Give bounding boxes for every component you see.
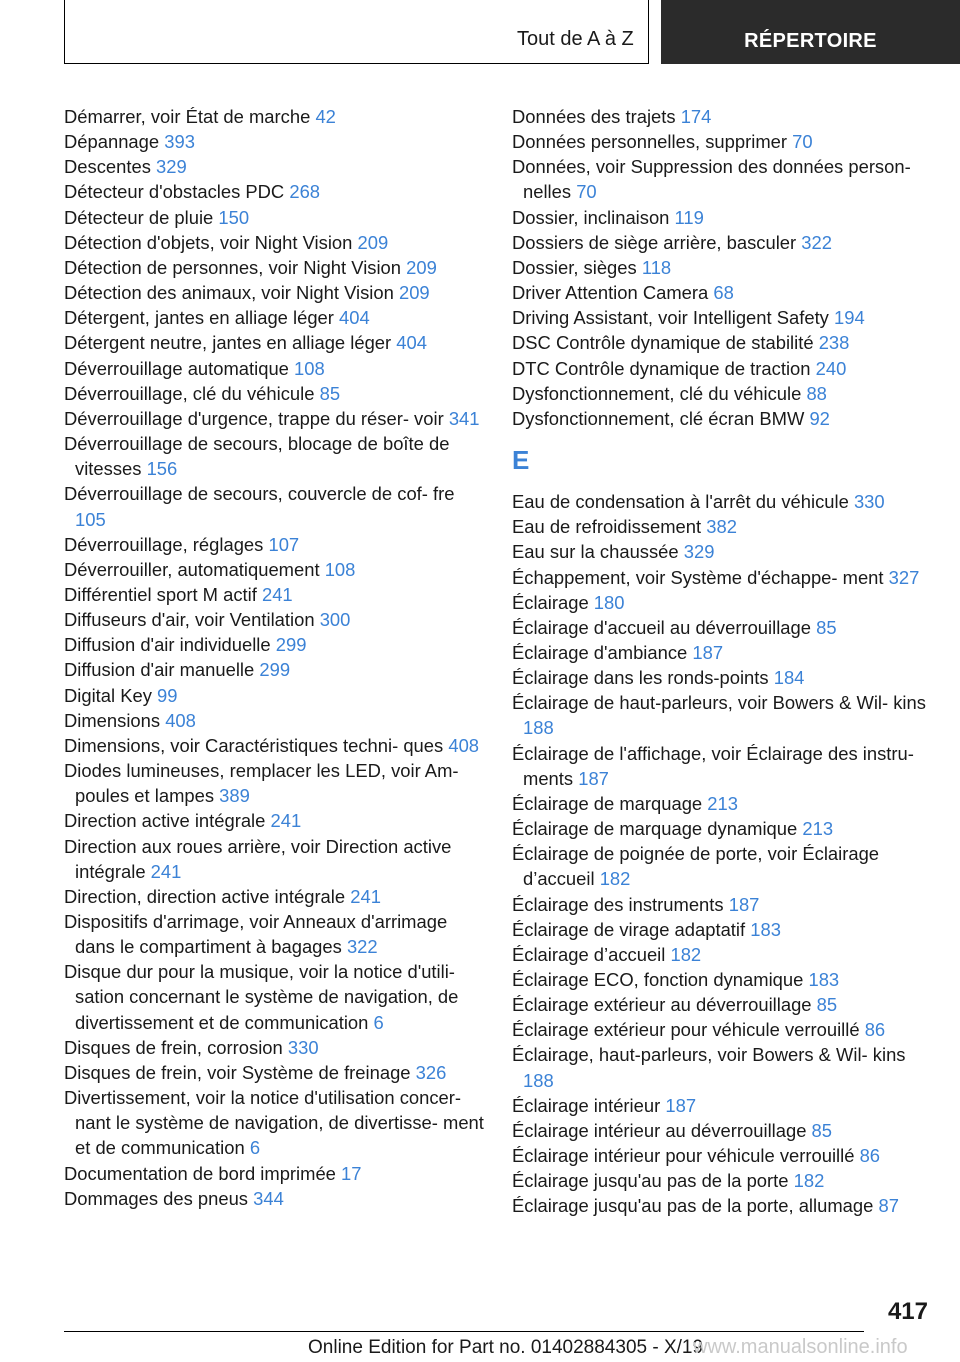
entry-text: Données, voir Suppression des données person‐ nelles (512, 156, 911, 203)
index-entry (64, 481, 484, 531)
index-entry (64, 1186, 484, 1211)
page-reference-link[interactable]: 108 (294, 357, 325, 379)
entry-text: Dimensions (64, 709, 161, 731)
entry-text: Descentes (64, 156, 151, 178)
page-reference-link[interactable]: 107 (268, 533, 300, 555)
page-reference-link[interactable]: 322 (346, 936, 378, 958)
index-entry (64, 230, 484, 255)
index-entry (512, 690, 932, 740)
entry-text: Déverrouillage, réglages (64, 533, 264, 555)
index-entry (512, 539, 932, 564)
entry-text: Déverrouillage automatique (64, 357, 289, 379)
footer-edition: Online Edition for Part no. 01402884305 - X/19 (308, 1337, 704, 1358)
page-reference-link[interactable]: 188 (523, 717, 554, 739)
page-reference-link[interactable]: 68 (713, 282, 734, 304)
entry-text: Éclairage intérieur pour véhicule verrouillé (512, 1145, 855, 1167)
index-entry (512, 1093, 932, 1118)
index-entry (512, 816, 932, 841)
page-reference-link[interactable]: 174 (680, 106, 712, 127)
page-reference-link[interactable]: 70 (792, 131, 813, 153)
tab-tout-de-a-a-z[interactable]: Tout de A à Z (517, 28, 634, 50)
index-entry (512, 1143, 932, 1168)
index-entry (64, 1161, 484, 1186)
index-entry (64, 582, 484, 607)
page-reference-link[interactable]: 183 (750, 918, 781, 940)
index-column-right (512, 104, 932, 1219)
entry-text: Dysfonctionnement, clé du véhicule (512, 382, 802, 404)
entry-text: Eau sur la chaussée (512, 541, 679, 563)
section-letter: E (512, 445, 530, 476)
page-reference-link[interactable]: 17 (341, 1162, 362, 1184)
page-reference-link[interactable]: 188 (523, 1069, 554, 1091)
entry-text: Déverrouillage, clé du véhicule (64, 382, 315, 404)
page-reference-link[interactable]: 180 (593, 591, 625, 613)
index-entry (64, 280, 484, 305)
index-entry (64, 406, 484, 431)
page-reference-link[interactable]: 86 (864, 1019, 886, 1041)
entry-text: Direction aux roues arrière, voir Direction active intégrale (64, 835, 452, 882)
index-entry (512, 381, 932, 406)
entry-text: Éclairage de poignée de porte, voir Éclairage d’accueil (512, 843, 880, 890)
entry-text: Documentation de bord imprimée (64, 1162, 336, 1184)
entry-text: Dommages des pneus (64, 1187, 249, 1209)
entry-text: Diodes lumineuses, remplacer les LED, voir Am‐ poules et lampes (64, 760, 459, 807)
page-reference-link[interactable]: 118 (641, 256, 672, 278)
index-entry (512, 205, 932, 230)
index-entry (512, 154, 932, 204)
index-entry (512, 1017, 932, 1042)
index-entry (512, 514, 932, 539)
entry-text: Détection de personnes, voir Night Vision (64, 256, 402, 278)
page-reference-link[interactable]: 92 (809, 407, 830, 429)
entry-text: Éclairage intérieur (512, 1094, 661, 1116)
index-entry (512, 741, 932, 791)
index-entry (512, 892, 932, 917)
entry-text: Direction, direction active intégrale (64, 885, 346, 907)
index-entry (512, 590, 932, 615)
page-reference-link[interactable]: 87 (878, 1195, 899, 1217)
entry-text: Déverrouillage d'urgence, trappe du réser‐ voir (64, 407, 444, 429)
index-entry (64, 959, 484, 1034)
page-reference-link[interactable]: 6 (249, 1137, 261, 1159)
index-entry (512, 565, 932, 590)
page-reference-link[interactable]: 85 (816, 616, 837, 638)
index-entry (64, 733, 484, 758)
entry-text: Éclairage (512, 591, 589, 613)
tab-repertoire[interactable]: RÉPERTOIRE (661, 0, 960, 64)
entry-text: Éclairage, haut-parleurs, voir Bowers & Wil‐ kins (512, 1044, 906, 1066)
entry-text: Détection d'objets, voir Night Vision (64, 231, 353, 253)
index-entry (64, 657, 484, 682)
page-reference-link[interactable]: 241 (261, 583, 293, 605)
page-reference-link[interactable]: 209 (357, 231, 389, 253)
index-entry (512, 992, 932, 1017)
index-entry (64, 1035, 484, 1060)
index-entry (512, 1193, 932, 1218)
entry-text: Dossier, sièges (512, 256, 637, 278)
entry-text: Disque dur pour la musique, voir la notice d'utili‐ sation concernant le système de navigation, de divertissement et de communication (64, 961, 459, 1033)
index-entry (64, 683, 484, 708)
entry-text: Éclairage de marquage (512, 792, 703, 814)
entry-text: Éclairage jusqu'au pas de la porte (512, 1170, 789, 1192)
index-entry (512, 1168, 932, 1193)
footer-divider (64, 1331, 864, 1332)
entry-text: Éclairage d’accueil (512, 943, 666, 965)
index-entry (64, 154, 484, 179)
index-entry (512, 967, 932, 992)
page-reference-link[interactable]: 241 (270, 810, 302, 832)
index-entry (512, 640, 932, 665)
page-reference-link[interactable]: 329 (683, 541, 715, 563)
entry-text: Données des trajets (512, 106, 676, 127)
index-entry (512, 305, 932, 330)
entry-text: Détergent, jantes en alliage léger (64, 307, 334, 329)
page-reference-link[interactable]: 85 (811, 1119, 833, 1141)
entry-text: Éclairage extérieur pour véhicule verrouillé (512, 1019, 860, 1041)
index-entry (512, 665, 932, 690)
index-entry (512, 615, 932, 640)
entry-text: Éclairage d'ambiance (512, 641, 688, 663)
page-reference-link[interactable]: 182 (670, 943, 702, 965)
index-entry (64, 330, 484, 355)
page-reference-link[interactable]: 209 (406, 256, 437, 278)
page-reference-link[interactable]: 404 (339, 307, 370, 329)
page-reference-link[interactable]: 389 (219, 785, 250, 807)
index-column-left (64, 104, 484, 1211)
page-reference-link[interactable]: 86 (859, 1145, 881, 1167)
entry-text: Déverrouillage de secours, blocage de boîte de vitesses (64, 433, 450, 480)
entry-text: Dispositifs d'arrimage, voir Anneaux d'arrimage dans le compartiment à bagages (64, 911, 448, 958)
entry-text: Dossier, inclinaison (512, 206, 670, 228)
index-entry (512, 1042, 932, 1092)
index-entry (64, 1085, 484, 1160)
index-entry (512, 104, 932, 129)
page-reference-link[interactable]: 156 (146, 458, 178, 480)
index-entry (64, 884, 484, 909)
page-reference-link[interactable]: 85 (319, 382, 341, 404)
entry-text: Driving Assistant, voir Intelligent Safety (512, 307, 829, 329)
entry-text: Eau de condensation à l'arrêt du véhicule (512, 491, 849, 513)
index-entry (512, 129, 932, 154)
entry-text: Éclairage de l'affichage, voir Éclairage des instru‐ ments (512, 742, 914, 789)
entry-text: DSC Contrôle dynamique de stabilité (512, 332, 814, 354)
page-reference-link[interactable]: 85 (816, 994, 838, 1016)
index-entry (64, 431, 484, 481)
entry-text: Éclairage de haut-parleurs, voir Bowers & Wil‐ kins (512, 692, 926, 714)
entry-text: Éclairage de virage adaptatif (512, 918, 746, 940)
entry-text: Détecteur d'obstacles PDC (64, 181, 285, 203)
entry-text: Digital Key (64, 684, 152, 706)
page-reference-link[interactable]: 209 (398, 282, 430, 304)
index-entry (64, 834, 484, 884)
index-entry (512, 489, 932, 514)
entry-text: Dépannage (64, 131, 160, 153)
index-entry (64, 557, 484, 582)
page-reference-link[interactable]: 150 (218, 206, 250, 228)
page-reference-link[interactable]: 194 (834, 307, 865, 329)
entry-text: Diffuseurs d'air, voir Ventilation (64, 609, 315, 631)
page-reference-link[interactable]: 182 (793, 1170, 825, 1192)
page-reference-link[interactable]: 88 (806, 382, 827, 404)
index-entry (64, 708, 484, 733)
entry-text: Démarrer, voir État de marche (64, 106, 311, 127)
entry-text: Déverrouillage de secours, couvercle de cof‐ fre (64, 483, 455, 505)
index-entry (512, 942, 932, 967)
page-reference-link[interactable]: 240 (815, 357, 847, 379)
entry-text: Eau de refroidissement (512, 516, 702, 538)
page-reference-link[interactable]: 238 (818, 332, 850, 354)
entry-text: Éclairage intérieur au déverrouillage (512, 1119, 807, 1141)
page-reference-link[interactable]: 99 (157, 684, 178, 706)
page-reference-link[interactable]: 408 (165, 709, 196, 731)
index-entry (64, 305, 484, 330)
page-reference-link[interactable]: 241 (150, 860, 182, 882)
page-reference-link[interactable]: 187 (578, 767, 609, 789)
page-reference-link[interactable]: 408 (448, 734, 480, 756)
index-entry (64, 909, 484, 959)
index-entry (64, 758, 484, 808)
entry-text: Échappement, voir Système d'échappe‐ ment (512, 566, 884, 588)
index-entry (512, 356, 932, 381)
entry-text: Dysfonctionnement, clé écran BMW (512, 407, 805, 429)
index-entry (512, 255, 932, 280)
index-entry (64, 356, 484, 381)
index-entry (64, 179, 484, 204)
index-entry (512, 1118, 932, 1143)
index-entry (512, 841, 932, 891)
page-reference-link[interactable]: 213 (707, 792, 738, 814)
entry-text: Diffusion d'air individuelle (64, 634, 271, 656)
page-reference-link[interactable]: 327 (888, 566, 920, 588)
entry-text: Détecteur de pluie (64, 206, 214, 228)
entry-text: Détection des animaux, voir Night Vision (64, 282, 394, 304)
entry-text: Détergent neutre, jantes en alliage léger (64, 332, 392, 354)
index-entry (64, 632, 484, 657)
index-entry (64, 255, 484, 280)
page-reference-link[interactable]: 187 (692, 641, 724, 663)
page-reference-link[interactable]: 382 (706, 516, 737, 538)
entry-text: Différentiel sport M actif (64, 583, 257, 605)
index-entry (512, 330, 932, 355)
entry-text: Disques de frein, corrosion (64, 1036, 283, 1058)
entry-text: Diffusion d'air manuelle (64, 659, 255, 681)
page-reference-link[interactable]: 268 (289, 181, 321, 203)
page-reference-link[interactable]: 299 (259, 659, 291, 681)
entry-text: Driver Attention Camera (512, 282, 709, 304)
entry-text: Éclairage extérieur au déverrouillage (512, 994, 812, 1016)
entry-text: DTC Contrôle dynamique de traction (512, 357, 811, 379)
page-reference-link[interactable]: 183 (808, 969, 840, 990)
page-reference-link[interactable]: 326 (415, 1061, 447, 1083)
index-entry (512, 280, 932, 305)
index-entry (512, 917, 932, 942)
page-reference-link[interactable]: 330 (853, 491, 885, 513)
page-reference-link[interactable]: 213 (802, 818, 834, 840)
page-reference-link[interactable]: 6 (373, 1011, 384, 1033)
entry-text: Disques de frein, voir Système de freinage (64, 1061, 411, 1083)
page-reference-link[interactable]: 329 (156, 156, 187, 178)
page-number: 417 (887, 1298, 928, 1325)
entry-text: Dimensions, voir Caractéristiques techni‐ ques (64, 734, 444, 756)
entry-text: Déverrouiller, automatiquement (64, 558, 320, 580)
page-reference-link[interactable]: 187 (665, 1094, 697, 1116)
entry-text: Éclairage des instruments (512, 893, 724, 915)
index-entry (64, 381, 484, 406)
index-entry (64, 607, 484, 632)
page-reference-link[interactable]: 393 (164, 131, 195, 153)
entry-text: Données personnelles, supprimer (512, 131, 787, 153)
entry-text: Éclairage d'accueil au déverrouillage (512, 616, 811, 638)
page-reference-link[interactable]: 299 (275, 634, 307, 656)
page-reference-link[interactable]: 300 (319, 609, 351, 631)
index-entry (64, 205, 484, 230)
page-reference-link[interactable]: 184 (773, 667, 805, 689)
index-entry (64, 808, 484, 833)
entry-text: Divertissement, voir la notice d'utilisation concer‐ nant le système de navigation, de divertisse‐ ment et de communication (64, 1087, 484, 1159)
page-reference-link[interactable]: 119 (674, 206, 704, 228)
entry-text: Éclairage dans les ronds-points (512, 667, 769, 689)
page-reference-link[interactable]: 344 (253, 1187, 284, 1209)
index-entry (512, 791, 932, 816)
index-entry (64, 104, 484, 129)
page-reference-link[interactable]: 187 (728, 893, 760, 915)
index-entry (64, 532, 484, 557)
index-entry (64, 1060, 484, 1085)
page-reference-link[interactable]: 182 (599, 868, 631, 890)
entry-text: Dossiers de siège arrière, basculer (512, 231, 797, 253)
entry-text: Éclairage de marquage dynamique (512, 818, 798, 840)
page-reference-link[interactable]: 404 (396, 332, 427, 354)
page-reference-link[interactable]: 330 (287, 1036, 319, 1058)
entry-text: Éclairage ECO, fonction dynamique (512, 969, 804, 990)
page-reference-link[interactable]: 108 (324, 558, 356, 580)
footer-watermark: www.manualsonline.info (693, 1336, 908, 1358)
page-reference-link[interactable]: 241 (350, 885, 381, 907)
page-reference-link[interactable]: 42 (315, 106, 336, 127)
index-entry (512, 406, 932, 431)
page-reference-link[interactable]: 70 (576, 181, 597, 203)
page-reference-link[interactable]: 105 (75, 508, 106, 530)
page-reference-link[interactable]: 341 (448, 407, 480, 429)
index-entry (64, 129, 484, 154)
entry-text: Direction active intégrale (64, 810, 266, 832)
entry-text: Éclairage jusqu'au pas de la porte, allumage (512, 1195, 874, 1217)
page-reference-link[interactable]: 322 (801, 231, 832, 253)
index-entry (512, 230, 932, 255)
